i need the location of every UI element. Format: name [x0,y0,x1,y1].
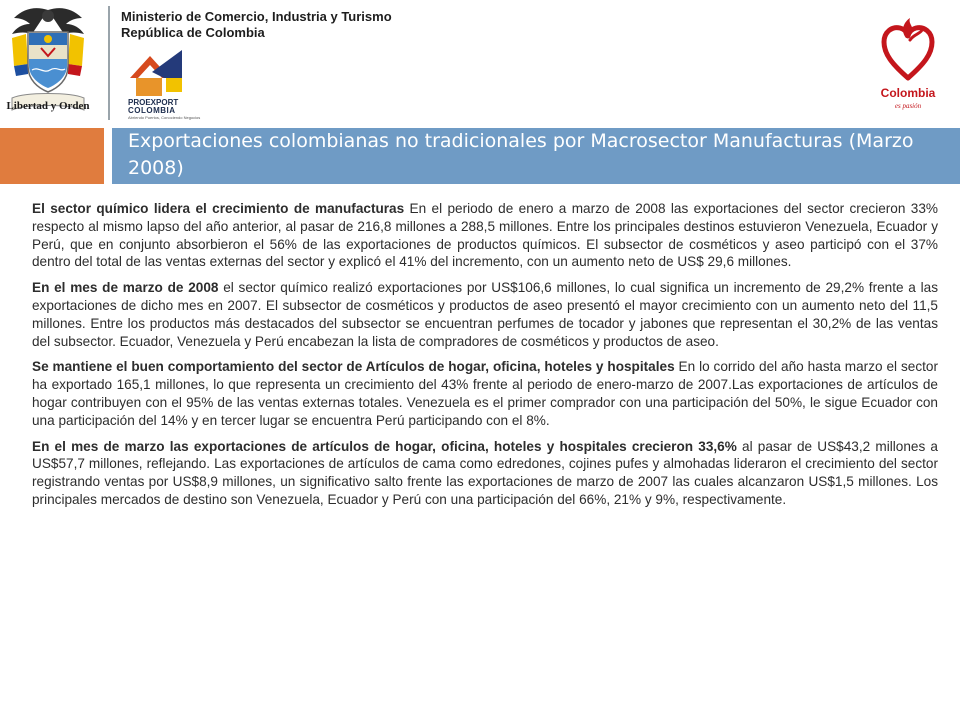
paragraph-lead: En el mes de marzo de 2008 [32,280,219,296]
proexport-name: PROEXPORT [128,98,179,107]
slide-title: Exportaciones colombianas no tradicionales por Macrosector Manufacturas (Marzo 2008) [128,130,914,179]
country-name: República de Colombia [121,25,265,40]
paragraph-marzo-quimico [32,279,938,350]
header-divider [108,6,110,120]
paragraph-text: al pasar de US$43,2 millones a US$57,7 millones, reflejando. Las exportaciones de artículos de cama como edredones, cojines pufes y almohadas lideraron el crecimiento del sector registrando ventas por US$8,9 millones, un significativo salto frente las exportaciones de marzo de 2007 las cuales alcanzaron US$1,5 millones. Los principales mercados de destino son Venezuela, Ecuador y Perú con una participación del 66%, 21% y 9%, respectivamente. [32,438,938,507]
paragraph-text: En el periodo de enero a marzo de 2008 las exportaciones del sector crecieron 33% respecto al mismo lapso del año anterior, al pasar de 216,8 millones a 288,5 millones. Entre los principales destinos estuvieron Venezuela, Ecuador y Perú, que en conjunto absorbieron el 56% de las exportaciones de productos químicos. El subsector de cosméticos y aseo participó con el 37% dentro del total de las ventas externas del sector y explicó el 41% del incremento, con un aumento neto de US$ 29,6 millones. [32,201,938,270]
accent-bar [0,128,104,184]
body-text [32,200,938,517]
coat-of-arms-logo [6,4,90,122]
brand-name: Colombia [880,86,936,100]
brand-tagline: es pasión [894,102,922,110]
paragraph-marzo-hogar [32,438,938,509]
proexport-slogan: Abriendo Puertos, Conociendo Negocios [128,115,201,120]
ministry-name: Ministerio de Comercio, Industria y Turismo [121,9,392,24]
ministry-header [121,9,392,41]
colombia-brand-logo [872,16,944,116]
paragraph-lead: En el mes de marzo las exportaciones de artículos de hogar, oficina, hoteles y hospitales crecieron 33,6% [32,438,737,454]
heart-icon [880,16,936,82]
proexport-country: COLOMBIA [128,106,176,115]
paragraph-hogar [32,358,938,429]
paragraph-text: En lo corrido del año hasta marzo el sector ha exportado 165,1 millones, lo que representa un crecimiento del 43% frente al periodo de enero-marzo de 2007.Las exportaciones de artículos de hogar contribuyen con el 95% de las ventas externas totales. Venezuela es el primer comprador con una participación del 50%, le sigue Ecuador con una participación del 14% y en tercer lugar se encuentra Perú participando con el 8%. [32,359,938,428]
proexport-logo [126,48,201,122]
paragraph-text: el sector químico realizó exportaciones por US$106,6 millones, lo cual significa un incremento de 29,2% frente a las exportaciones de dicho mes en 2007. El subsector de cosméticos y productos de aseo presentó el mayor crecimiento con un aumento neto del 11,5 millones. Entre los productos más destacados del subsector se encuentran perfumes de tocador y jabones que representan el 30,2% de las ventas del subsector. Ecuador, Venezuela y Perú encabezan la lista de compradores de cosméticos y productos de aseo. [32,280,938,349]
motto-text: Libertad y Orden [6,100,90,112]
paragraph-quimico [32,200,938,271]
paragraph-lead: El sector químico lidera el crecimiento de manufacturas [32,201,405,216]
paragraph-lead: Se mantiene el buen comportamiento del sector de Artículos de hogar, oficina, hoteles y hospitales [32,359,675,375]
proexport-icon [126,48,186,98]
